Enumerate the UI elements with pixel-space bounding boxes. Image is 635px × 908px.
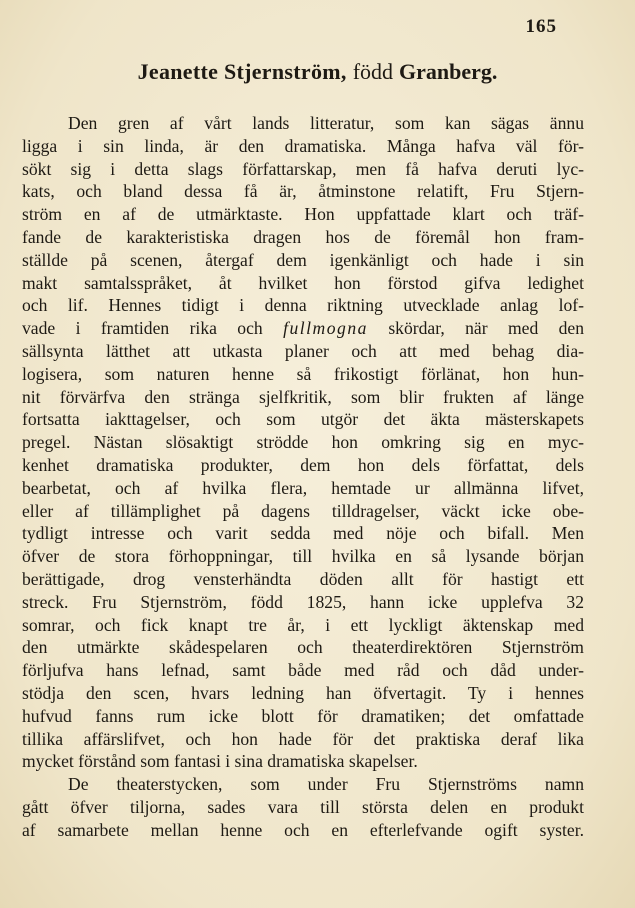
text-line: De theaterstycken, som under Fru Stjernströms namn bbox=[68, 774, 584, 795]
text-line: ström en af de utmärktaste. Hon uppfattade klart och träf- bbox=[22, 204, 584, 225]
text-line-part: skördar, när med den bbox=[388, 318, 585, 339]
text-line: hufvud fanns rum icke blott för dramatiken; det omfattade bbox=[22, 705, 584, 726]
text-line: Den gren af vårt lands litteratur, som kan sägas ännu bbox=[68, 113, 584, 133]
emphasized-word: fullmogna bbox=[283, 318, 368, 339]
text-line: nit förvärfva den stränga sjelfkritik, som blir frukten af länge bbox=[22, 386, 584, 407]
text-line: tillika affärslifvet, och hon hade för det praktiska deraf lika bbox=[22, 728, 584, 749]
text-line-part: vade i framtiden rika och bbox=[22, 318, 263, 339]
heading-maiden-name: Granberg. bbox=[399, 59, 498, 84]
text-line: streck. Fru Stjernström, född 1825, hann icke upplefva 32 bbox=[22, 591, 584, 612]
text-line: logisera, som naturen henne så frikostigt förlänat, hon hun- bbox=[22, 363, 584, 384]
text-line: sökt sig i detta slags författarskap, men få hafva deruti lyc- bbox=[22, 158, 584, 179]
text-line: kats, och bland dessa få är, åtminstone relatift, Fru Stjern- bbox=[22, 181, 584, 202]
heading-name: Jeanette Stjernström, bbox=[137, 59, 347, 84]
text-line: berättigade, drog vensterhändta döden allt för hastigt ett bbox=[22, 568, 584, 589]
text-line: af samarbete mellan henne och en efterlefvande ogift syster. bbox=[22, 819, 584, 840]
section-heading bbox=[0, 58, 635, 86]
text-line: den utmärkte skådespelaren och theaterdirektören Stjernström bbox=[22, 637, 584, 658]
text-line: somrar, och fick knapt tre år, i ett lyckligt äktenskap med bbox=[22, 614, 584, 635]
text-line: stödja den scen, hvars ledning han öfvertagit. Ty i hennes bbox=[22, 682, 584, 703]
text-line: ställde på scenen, återgaf dem igenkänligt och hade i sin bbox=[22, 249, 584, 270]
text-line: förljufva hans lefnad, samt både med råd och dåd under- bbox=[22, 660, 584, 681]
text-line: fande de karakteristiska dragen hos de föremål hon fram- bbox=[22, 226, 584, 247]
text-line: eller af tillämplighet på dagens tilldragelser, väckt icke obe- bbox=[22, 500, 584, 521]
text-line: kenhet dramatiska produkter, dem hon dels författat, dels bbox=[22, 454, 584, 475]
text-line: mycket förstånd som fantasi i sina dramatiska skapelser. bbox=[22, 751, 418, 772]
text-line: makt samtalsspråket, åt hvilket hon förstod gifva ledighet bbox=[22, 272, 584, 293]
text-line: fortsatta iakttagelser, och som utgör det äkta mästerskapets bbox=[22, 409, 584, 430]
text-line: och lif. Hennes tidigt i denna riktning utvecklade anlag lof- bbox=[22, 295, 584, 316]
heading-born: född bbox=[352, 59, 394, 84]
text-line: gått öfver tiljorna, sades vara till största delen en produkt bbox=[22, 796, 584, 817]
text-line: tydligt intresse och varit sedda med nöje och bifall. Men bbox=[22, 523, 584, 544]
body-text bbox=[22, 112, 584, 842]
text-line: pregel. Nästan slösaktigt strödde hon omkring sig en myc- bbox=[22, 432, 584, 453]
text-line: sällsynta lätthet att utkasta planer och att med behag dia- bbox=[22, 340, 584, 361]
text-line: ligga i sin linda, är den dramatiska. Många hafva väl för- bbox=[22, 135, 584, 156]
text-line-with-emphasis bbox=[22, 317, 584, 340]
text-line: öfver de stora förhoppningar, till hvilka en så lysande början bbox=[22, 546, 584, 567]
text-line: bearbetat, och af hvilka flera, hemtade ur allmänna lifvet, bbox=[22, 477, 584, 498]
page-number: 165 bbox=[525, 16, 557, 37]
